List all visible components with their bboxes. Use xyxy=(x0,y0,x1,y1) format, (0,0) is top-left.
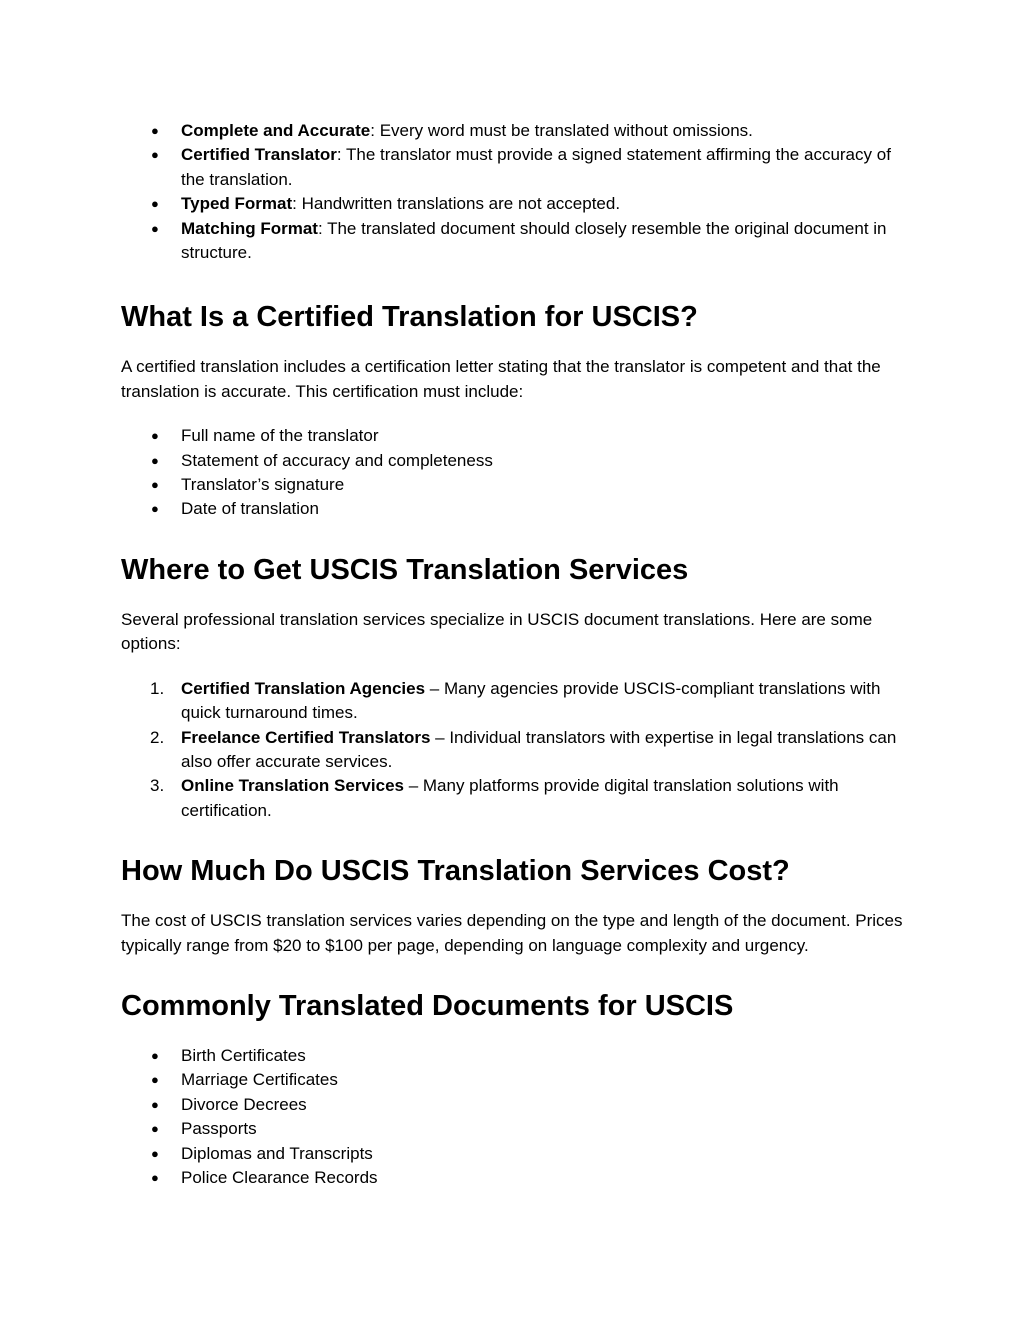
list-item: ● Marriage Certificates xyxy=(121,1068,911,1092)
list-item xyxy=(121,677,911,726)
list-number: 2. xyxy=(150,727,165,747)
section-paragraph: Several professional translation services specialize in USCIS document translations. Here are some options: xyxy=(121,609,873,654)
section-paragraph: A certified translation includes a certification letter stating that the translator is competent and that the translation is accurate. This certification must include: xyxy=(121,357,881,401)
list-item-text: – Many agencies provide USCIS-compliant translations with quick turnaround times. xyxy=(181,678,881,723)
list-item: ● Full name of the translator xyxy=(121,424,911,448)
list-item-term: Freelance Certified Translators xyxy=(181,727,431,747)
list-item-term: Complete and Accurate xyxy=(181,121,371,140)
list-item: ● Passports xyxy=(121,1117,911,1141)
list-item xyxy=(121,143,911,192)
list-item: ● Divorce Decrees xyxy=(121,1093,911,1117)
list-item: ● Birth Certificates xyxy=(121,1044,911,1068)
requirements-list xyxy=(121,119,911,265)
list-number: 1. xyxy=(150,678,165,698)
section-paragraph: The cost of USCIS translation services varies depending on the type and length of the document. Prices typically range from $20 to $100 per page, depending on language complexity and urgency. xyxy=(121,911,903,955)
list-item-term: Matching Format xyxy=(181,218,318,238)
list-item xyxy=(121,119,911,143)
list-item-text: : Every word must be translated without omissions. xyxy=(370,121,753,140)
list-number: 3. xyxy=(150,776,165,796)
list-item: ● Translator’s signature xyxy=(121,473,911,497)
list-item: ● Diplomas and Transcripts xyxy=(121,1142,911,1166)
section-heading-certified-translation: What Is a Certified Translation for USCIS? xyxy=(121,301,698,334)
list-item-term: Typed Format xyxy=(181,194,293,214)
list-item-term: Online Translation Services xyxy=(181,776,404,796)
list-item xyxy=(121,774,911,823)
section-heading-cost: How Much Do USCIS Translation Services Cost? xyxy=(121,855,790,888)
list-item: ● Statement of accuracy and completeness xyxy=(121,449,911,473)
list-item-text: : The translator must provide a signed statement affirming the accuracy of the translation. xyxy=(181,145,891,189)
section-heading-where-to-get: Where to Get USCIS Translation Services xyxy=(121,553,689,586)
list-item-term: Certified Translation Agencies xyxy=(181,678,426,698)
list-item-text: – Individual translators with expertise in legal translations can also offer accurate services. xyxy=(181,727,897,771)
list-item-text: : The translated document should closely resemble the original document in structure. xyxy=(181,218,887,263)
list-item-text: : Handwritten translations are not accepted. xyxy=(292,194,621,214)
list-item: ● Police Clearance Records xyxy=(121,1166,911,1190)
list-item xyxy=(121,192,911,216)
list-item-text: – Many platforms provide digital translation solutions with certification. xyxy=(181,776,839,820)
list-item-term: Certified Translator xyxy=(181,145,337,165)
document-content xyxy=(121,119,911,1190)
certification-items-list xyxy=(121,424,911,522)
section-heading-common-documents: Commonly Translated Documents for USCIS xyxy=(121,989,734,1022)
service-options-list xyxy=(121,677,911,823)
list-item xyxy=(121,217,911,266)
list-item: ● Date of translation xyxy=(121,497,911,521)
list-item xyxy=(121,726,911,775)
common-documents-list xyxy=(121,1044,911,1190)
